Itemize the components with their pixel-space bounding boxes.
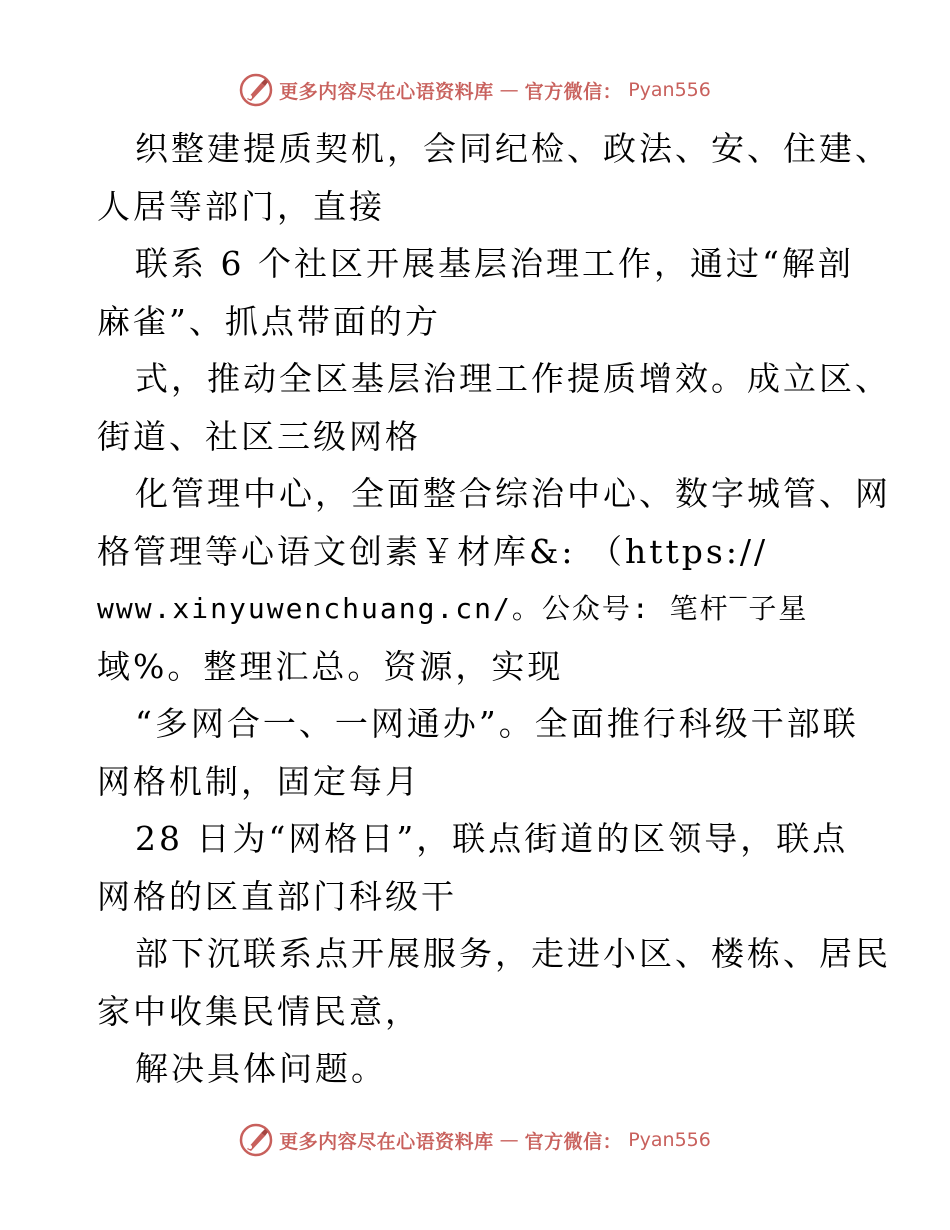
document-body [97, 120, 891, 1098]
footer-watermark-banner [0, 1120, 950, 1160]
footer-banner-text: 更多内容尽在心语资料库 [279, 1130, 494, 1153]
footer-banner-separator: — [499, 1129, 519, 1151]
header-wechat-id: Pyan556 [628, 79, 711, 101]
pen-logo-icon [239, 73, 273, 107]
footer-wechat-id: Pyan556 [628, 1129, 711, 1151]
body-line: 网格机制，固定每月 [97, 761, 421, 801]
pen-logo-icon [239, 1123, 273, 1157]
body-line: 部下沉联系点开展服务，走进小区、楼栋、居民 [135, 934, 891, 973]
header-wechat-label: 官方微信： [524, 80, 623, 103]
body-line: 解决具体问题。 [135, 1049, 387, 1088]
body-line: 街道、社区三级网格 [97, 416, 421, 456]
footer-wechat-label: 官方微信： [524, 1130, 623, 1153]
header-watermark-banner [0, 70, 950, 110]
body-line: 人居等部门，直接 [97, 186, 385, 226]
body-line: 格管理等心语文创素￥材库&: （https:// [97, 531, 769, 571]
body-line: 式，推动全区基层治理工作提质增效。成立区、 [135, 359, 891, 398]
body-line: 域%。整理汇总。资源，实现 [97, 646, 564, 686]
body-line: 织整建提质契机，会同纪检、政法、安、住建、 [135, 129, 891, 168]
header-banner-separator: — [499, 79, 519, 101]
body-line: 家中收集民情民意， [97, 991, 421, 1031]
body-line: 网格的区直部门科级干 [97, 876, 457, 916]
body-line: 麻雀”、抓点带面的方 [97, 301, 441, 341]
body-line: 联系 6 个社区开展基层治理工作，通过“解剖 [135, 244, 854, 283]
body-line: “多网合一、一网通办”。全面推行科级干部联 [135, 704, 859, 743]
body-line: 28 日为“网格日”，联点街道的区领导，联点 [135, 819, 849, 858]
header-banner-text: 更多内容尽在心语资料库 [279, 80, 494, 103]
body-line: 化管理中心，全面整合综治中心、数字城管、网 [135, 474, 891, 513]
body-line: www.xinyuwenchuang.cn/。公众号: 笔杆‾子星 [97, 592, 809, 625]
